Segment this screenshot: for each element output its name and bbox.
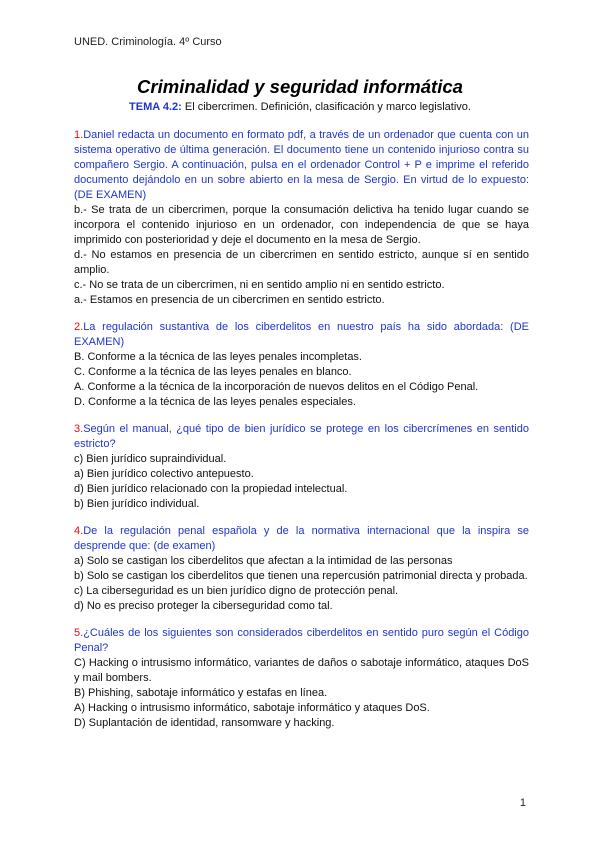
answer-option: c.- No se trata de un cibercrimen, ni en sentido amplio ni en sentido estricto.: [74, 279, 445, 291]
answer-option: b) Solo se castigan los ciberdelitos que tienen una repercusión patrimonial directa y probada.: [74, 570, 528, 582]
answer-option: c) La ciberseguridad es un bien jurídico digno de protección penal.: [74, 585, 399, 597]
answer-option: d.- No estamos en presencia de un cibercrimen en sentido estricto, aunque sí en sentido amplio.: [74, 249, 529, 276]
question-statement: De la regulación penal española y de la normativa internacional que la inspira se desprende que: (de examen): [74, 525, 529, 552]
tema-label: TEMA 4.2:: [129, 101, 182, 113]
page-number: 1: [519, 797, 526, 809]
question-number: 1.: [74, 129, 84, 141]
answer-option: A. Conforme a la técnica de la incorporación de nuevos delitos en el Código Penal.: [74, 381, 479, 393]
answer-option: a) Solo se castigan los ciberdelitos que afectan a la intimidad de las personas: [74, 555, 453, 567]
answer-option: a.- Estamos en presencia de un cibercrimen en sentido estricto.: [74, 294, 385, 306]
answer-option: A) Hacking o intrusismo informático, sabotaje informático y ataques DoS.: [74, 702, 430, 714]
answer-option: a) Bien jurídico colectivo antepuesto.: [74, 468, 254, 480]
question-4: [74, 524, 529, 614]
answer-option: b) Bien jurídico individual.: [74, 498, 200, 510]
question-number: 2.: [74, 321, 84, 333]
question-text: [74, 320, 529, 350]
answer-option: c) Bien jurídico supraindividual.: [74, 453, 227, 465]
answer-option: d) Bien jurídico relacionado con la propiedad intelectual.: [74, 483, 348, 495]
tema-text: El cibercrimen. Definición, clasificación y marco legislativo.: [181, 101, 471, 113]
page-header: UNED. Criminología. 4º Curso: [74, 36, 222, 48]
answer-option: D. Conforme a la técnica de las leyes penales especiales.: [74, 396, 356, 408]
question-2: [74, 320, 529, 410]
answer-option: d) No es preciso proteger la ciberseguridad como tal.: [74, 600, 333, 612]
question-3: [74, 422, 529, 512]
question-1: [74, 128, 529, 308]
document-title: Criminalidad y seguridad informática: [137, 76, 463, 97]
question-statement: La regulación sustantiva de los ciberdelitos en nuestro país ha sido abordada: (DE EXAMEN): [74, 321, 529, 348]
question-statement: Según el manual, ¿qué tipo de bien jurídico se protege en los cibercrímenes en sentido estricto?: [74, 423, 529, 450]
question-number: 5.: [74, 627, 84, 639]
question-number: 4.: [74, 525, 84, 537]
question-list: [74, 128, 529, 743]
question-text: [74, 128, 529, 203]
answer-option: B. Conforme a la técnica de las leyes penales incompletas.: [74, 351, 362, 363]
question-number: 3.: [74, 423, 84, 435]
question-5: [74, 626, 529, 731]
answer-option: B) Phishing, sabotaje informático y estafas en línea.: [74, 687, 328, 699]
question-statement: Daniel redacta un documento en formato pdf, a través de un ordenador que cuenta con un sistema operativo de última generación. El documento tiene un contenido injurioso contra su compañero Sergio. A continuación, pulsa en el ordenador Control + P e imprime el referido documento dejándolo en un sobre abierto en la mesa de Sergio. En virtud de lo expuesto: (DE EXAMEN): [74, 129, 529, 201]
document-subtitle: [0, 101, 600, 113]
question-text: [74, 524, 529, 554]
answer-option: D) Suplantación de identidad, ransomware y hacking.: [74, 717, 335, 729]
question-statement: ¿Cuáles de los siguientes son considerados ciberdelitos en sentido puro según el Código Penal?: [74, 627, 529, 654]
answer-option: b.- Se trata de un cibercrimen, porque la consumación delictiva ha tenido lugar cuando se incorpora el contenido injurioso en un ordenador, con independencia de que se haya imprimido con posterioridad y deje el documento en la mesa de Sergio.: [74, 204, 529, 246]
answer-option: C. Conforme a la técnica de las leyes penales en blanco.: [74, 366, 352, 378]
question-text: [74, 626, 529, 656]
answer-option: C) Hacking o intrusismo informático, variantes de daños o sabotaje informático, ataques DoS y mail bombers.: [74, 657, 529, 684]
question-text: [74, 422, 529, 452]
